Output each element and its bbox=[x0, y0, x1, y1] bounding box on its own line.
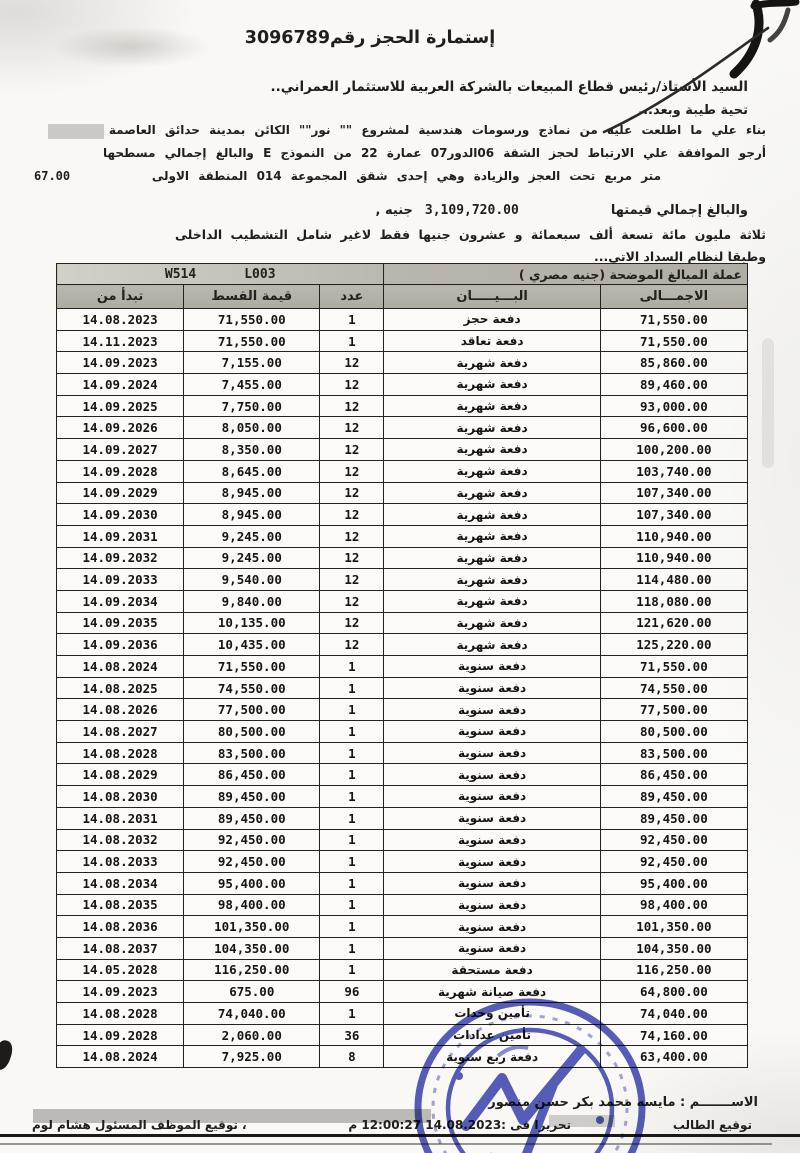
table-row bbox=[57, 894, 748, 916]
table-row bbox=[57, 309, 748, 331]
cell-total: 86,450.00 bbox=[600, 764, 747, 786]
scan-edge-streak bbox=[762, 338, 774, 468]
issue-datetime: تحريرا فى :14.08.2023 12:00:27 م bbox=[348, 1118, 572, 1132]
cell-start-date: 14.09.2033 bbox=[57, 569, 184, 591]
cell-start-date: 14.08.2035 bbox=[57, 894, 184, 916]
cell-start-date: 14.08.2023 bbox=[57, 309, 184, 331]
cell-installment-value: 8,050.00 bbox=[184, 417, 320, 439]
table-row bbox=[57, 916, 748, 938]
cell-total: 92,450.00 bbox=[600, 851, 747, 873]
cell-total: 71,550.00 bbox=[600, 309, 747, 331]
cell-count: 12 bbox=[320, 482, 384, 504]
cell-installment-value: 92,450.00 bbox=[184, 851, 320, 873]
cell-installment-value: 71,550.00 bbox=[184, 656, 320, 678]
greeting-line: تحية طيبة وبعد... bbox=[638, 103, 748, 118]
cell-description: دفعة سنوية bbox=[384, 677, 600, 699]
cell-count: 12 bbox=[320, 590, 384, 612]
cell-installment-value: 8,945.00 bbox=[184, 504, 320, 526]
cell-description: دفعة شهرية bbox=[384, 395, 600, 417]
cell-total: 110,940.00 bbox=[600, 547, 747, 569]
cell-start-date: 14.09.2029 bbox=[57, 482, 184, 504]
cell-description: دفعة مستحقة bbox=[384, 959, 600, 981]
name-value: مايسه محمد بكر حسن منصور bbox=[488, 1095, 676, 1110]
area-value: 67.00 bbox=[34, 169, 71, 183]
cell-start-date: 14.09.2024 bbox=[57, 374, 184, 396]
cell-total: 74,040.00 bbox=[600, 1003, 747, 1025]
table-row bbox=[57, 439, 748, 461]
cell-start-date: 14.09.2032 bbox=[57, 547, 184, 569]
cell-total: 85,860.00 bbox=[600, 352, 747, 374]
cell-count: 1 bbox=[320, 677, 384, 699]
cell-count: 12 bbox=[320, 352, 384, 374]
scan-mark-bottom-left bbox=[0, 1038, 15, 1072]
table-row bbox=[57, 786, 748, 808]
cell-installment-value: 7,750.00 bbox=[184, 395, 320, 417]
cell-total: 71,550.00 bbox=[600, 330, 747, 352]
cell-start-date: 14.09.2023 bbox=[57, 352, 184, 374]
cell-description: دفعة صيانة شهرية bbox=[384, 981, 600, 1003]
cell-total: 95,400.00 bbox=[600, 872, 747, 894]
table-row bbox=[57, 569, 748, 591]
cell-description: تأمين وحدات bbox=[384, 1003, 600, 1025]
cell-description: دفعة شهرية bbox=[384, 439, 600, 461]
cell-installment-value: 74,550.00 bbox=[184, 677, 320, 699]
table-row bbox=[57, 851, 748, 873]
cell-description: دفعة سنوية bbox=[384, 742, 600, 764]
area-text: متر مربع تحت العجز والزيادة وهي إحدى شقق المجموعة 014 المنطقة الاولى bbox=[151, 169, 661, 183]
cell-description: دفعة سنوية bbox=[384, 764, 600, 786]
cell-installment-value: 74,040.00 bbox=[184, 1003, 320, 1025]
cell-description: تأمين عدادات bbox=[384, 1024, 600, 1046]
table-row bbox=[57, 742, 748, 764]
cell-start-date: 14.09.2030 bbox=[57, 504, 184, 526]
cell-description: دفعة حجز bbox=[384, 309, 600, 331]
cell-total: 110,940.00 bbox=[600, 525, 747, 547]
cell-count: 1 bbox=[320, 829, 384, 851]
cell-description: دفعة تعاقد bbox=[384, 330, 600, 352]
cell-total: 74,550.00 bbox=[600, 677, 747, 699]
cell-installment-value: 104,350.00 bbox=[184, 937, 320, 959]
cell-total: 92,450.00 bbox=[600, 829, 747, 851]
table-row bbox=[57, 937, 748, 959]
cell-start-date: 14.09.2027 bbox=[57, 439, 184, 461]
price-value: 3,109,720.00 bbox=[424, 203, 519, 218]
cell-description: دفعة شهرية bbox=[384, 547, 600, 569]
cell-start-date: 14.08.2024 bbox=[57, 1046, 184, 1068]
cell-start-date: 14.05.2028 bbox=[57, 959, 184, 981]
cell-total: 74,160.00 bbox=[600, 1024, 747, 1046]
cell-total: 118,080.00 bbox=[600, 590, 747, 612]
cell-count: 1 bbox=[320, 742, 384, 764]
header-description: البـــيـــــان bbox=[384, 285, 600, 309]
cell-installment-value: 8,945.00 bbox=[184, 482, 320, 504]
table-row bbox=[57, 872, 748, 894]
cell-description: دفعة سنوية bbox=[384, 699, 600, 721]
cell-installment-value: 101,350.00 bbox=[184, 916, 320, 938]
cell-count: 1 bbox=[320, 1003, 384, 1025]
cell-total: 80,500.00 bbox=[600, 721, 747, 743]
cell-count: 1 bbox=[320, 872, 384, 894]
cell-description: دفعة سنوية bbox=[384, 851, 600, 873]
cell-count: 1 bbox=[320, 959, 384, 981]
table-row bbox=[57, 590, 748, 612]
cell-start-date: 14.09.2034 bbox=[57, 590, 184, 612]
cell-description: دفعة شهرية bbox=[384, 352, 600, 374]
cell-count: 12 bbox=[320, 634, 384, 656]
header-installment: قيمة القسط bbox=[184, 285, 320, 309]
cell-count: 12 bbox=[320, 374, 384, 396]
table-row bbox=[57, 417, 748, 439]
table-row bbox=[57, 352, 748, 374]
cell-count: 12 bbox=[320, 417, 384, 439]
table-row bbox=[57, 395, 748, 417]
cell-start-date: 14.08.2029 bbox=[57, 764, 184, 786]
cell-total: 125,220.00 bbox=[600, 634, 747, 656]
header-start-date: تبدأ من bbox=[57, 285, 184, 309]
cell-count: 1 bbox=[320, 309, 384, 331]
cell-installment-value: 9,540.00 bbox=[184, 569, 320, 591]
cell-total: 64,800.00 bbox=[600, 981, 747, 1003]
table-row bbox=[57, 612, 748, 634]
cell-installment-value: 8,645.00 bbox=[184, 460, 320, 482]
cell-count: 12 bbox=[320, 460, 384, 482]
cell-start-date: 14.08.2028 bbox=[57, 1003, 184, 1025]
cell-description: دفعة سنوية bbox=[384, 894, 600, 916]
cell-installment-value: 7,455.00 bbox=[184, 374, 320, 396]
cell-start-date: 14.08.2030 bbox=[57, 786, 184, 808]
table-row bbox=[57, 959, 748, 981]
cell-total: 71,550.00 bbox=[600, 656, 747, 678]
table-row bbox=[57, 525, 748, 547]
table-row bbox=[57, 634, 748, 656]
cell-installment-value: 71,550.00 bbox=[184, 330, 320, 352]
cell-description: دفعة شهرية bbox=[384, 374, 600, 396]
cell-count: 1 bbox=[320, 807, 384, 829]
cell-total: 107,340.00 bbox=[600, 482, 747, 504]
table-row bbox=[57, 460, 748, 482]
table-body bbox=[57, 309, 748, 1068]
cell-total: 104,350.00 bbox=[600, 937, 747, 959]
cell-description: دفعة شهرية bbox=[384, 504, 600, 526]
cell-description: دفعة سنوية bbox=[384, 786, 600, 808]
cell-description: دفعة شهرية bbox=[384, 482, 600, 504]
cell-installment-value: 77,500.00 bbox=[184, 699, 320, 721]
cell-count: 12 bbox=[320, 504, 384, 526]
cell-total: 89,460.00 bbox=[600, 374, 747, 396]
area-line bbox=[34, 169, 766, 183]
cell-installment-value: 10,435.00 bbox=[184, 634, 320, 656]
cell-start-date: 14.08.2033 bbox=[57, 851, 184, 873]
price-unit: جنيه , bbox=[375, 203, 413, 218]
cell-installment-value: 71,550.00 bbox=[184, 309, 320, 331]
cell-start-date: 14.08.2025 bbox=[57, 677, 184, 699]
cell-total: 89,450.00 bbox=[600, 807, 747, 829]
table-currency-band bbox=[57, 264, 748, 285]
cell-description: دفعة شهرية bbox=[384, 612, 600, 634]
cell-count: 1 bbox=[320, 764, 384, 786]
cell-description: دفعة سنوية bbox=[384, 829, 600, 851]
cell-start-date: 14.08.2028 bbox=[57, 742, 184, 764]
cell-count: 1 bbox=[320, 851, 384, 873]
table-row bbox=[57, 330, 748, 352]
cell-start-date: 14.09.2035 bbox=[57, 612, 184, 634]
cell-installment-value: 7,155.00 bbox=[184, 352, 320, 374]
price-label: والبالغ إجمالي قيمتها bbox=[610, 203, 748, 218]
cell-start-date: 14.08.2031 bbox=[57, 807, 184, 829]
cell-description: دفعة سنوية bbox=[384, 656, 600, 678]
table-row bbox=[57, 504, 748, 526]
cell-total: 101,350.00 bbox=[600, 916, 747, 938]
cell-total: 100,200.00 bbox=[600, 439, 747, 461]
cell-count: 1 bbox=[320, 937, 384, 959]
cell-installment-value: 675.00 bbox=[184, 981, 320, 1003]
table-row bbox=[57, 677, 748, 699]
cell-installment-value: 9,245.00 bbox=[184, 525, 320, 547]
cell-count: 1 bbox=[320, 894, 384, 916]
cell-description: دفعة سنوية bbox=[384, 916, 600, 938]
cell-start-date: 14.09.2023 bbox=[57, 981, 184, 1003]
cell-total: 96,600.00 bbox=[600, 417, 747, 439]
cell-count: 12 bbox=[320, 547, 384, 569]
payment-schedule-table bbox=[56, 263, 748, 1068]
cell-total: 93,000.00 bbox=[600, 395, 747, 417]
header-total: الاجمـــالى bbox=[600, 285, 747, 309]
cell-installment-value: 89,450.00 bbox=[184, 807, 320, 829]
unit-code-l: L003 bbox=[244, 266, 276, 282]
cell-start-date: 14.09.2028 bbox=[57, 460, 184, 482]
cell-count: 96 bbox=[320, 981, 384, 1003]
unit-code-w: W514 bbox=[164, 266, 197, 282]
cell-installment-value: 10,135.00 bbox=[184, 612, 320, 634]
cell-count: 1 bbox=[320, 916, 384, 938]
cell-installment-value: 8,350.00 bbox=[184, 439, 320, 461]
cell-total: 98,400.00 bbox=[600, 894, 747, 916]
cell-installment-value: 95,400.00 bbox=[184, 872, 320, 894]
cell-installment-value: 86,450.00 bbox=[184, 764, 320, 786]
cell-total: 63,400.00 bbox=[600, 1046, 747, 1068]
company-stamp bbox=[402, 986, 664, 1153]
cell-count: 12 bbox=[320, 612, 384, 634]
cell-start-date: 14.09.2036 bbox=[57, 634, 184, 656]
cell-count: 1 bbox=[320, 330, 384, 352]
cell-total: 77,500.00 bbox=[600, 699, 747, 721]
addressee-line: السيد الأستاذ/رئيس قطاع المبيعات بالشركة العربية للاستثمار العمراني.. bbox=[270, 79, 748, 95]
cell-description: دفعة شهرية bbox=[384, 525, 600, 547]
table-row bbox=[57, 374, 748, 396]
cell-installment-value: 80,500.00 bbox=[184, 721, 320, 743]
cell-description: دفعة شهرية bbox=[384, 569, 600, 591]
cell-count: 12 bbox=[320, 525, 384, 547]
cell-count: 12 bbox=[320, 439, 384, 461]
cell-start-date: 14.09.2026 bbox=[57, 417, 184, 439]
cell-installment-value: 2,060.00 bbox=[184, 1024, 320, 1046]
cell-total: 83,500.00 bbox=[600, 742, 747, 764]
cell-installment-value: 89,450.00 bbox=[184, 786, 320, 808]
cell-description: دفعة شهرية bbox=[384, 417, 600, 439]
unit-codes-cell bbox=[57, 264, 384, 285]
cell-start-date: 14.08.2027 bbox=[57, 721, 184, 743]
cell-count: 1 bbox=[320, 786, 384, 808]
cell-description: دفعة شهرية bbox=[384, 634, 600, 656]
cell-installment-value: 9,840.00 bbox=[184, 590, 320, 612]
cell-installment-value: 7,925.00 bbox=[184, 1046, 320, 1068]
cell-start-date: 14.11.2023 bbox=[57, 330, 184, 352]
pen-stroke-mark bbox=[598, 22, 776, 140]
cell-total: 89,450.00 bbox=[600, 786, 747, 808]
cell-count: 12 bbox=[320, 395, 384, 417]
cell-start-date: 14.08.2026 bbox=[57, 699, 184, 721]
cell-installment-value: 98,400.00 bbox=[184, 894, 320, 916]
unit-codes bbox=[57, 267, 383, 282]
cell-total: 107,340.00 bbox=[600, 504, 747, 526]
cell-start-date: 14.08.2034 bbox=[57, 872, 184, 894]
cell-count: 36 bbox=[320, 1024, 384, 1046]
name-label: الاســـــــم : bbox=[680, 1095, 758, 1110]
cell-start-date: 14.08.2037 bbox=[57, 937, 184, 959]
cell-description: دفعة شهرية bbox=[384, 590, 600, 612]
cell-start-date: 14.09.2028 bbox=[57, 1024, 184, 1046]
cell-description: دفعة سنوية bbox=[384, 721, 600, 743]
cell-count: 1 bbox=[320, 656, 384, 678]
table-row bbox=[57, 656, 748, 678]
price-in-words-line: ثلاثة مليون مائة تسعة ألف سبعمائة و عشرون جنيها فقط لاغير شامل التشطيب الداخلى bbox=[174, 227, 766, 242]
applicant-signature-label: توقيع الطالب bbox=[672, 1118, 752, 1132]
cell-total: 114,480.00 bbox=[600, 569, 747, 591]
cell-count: 8 bbox=[320, 1046, 384, 1068]
table-row bbox=[57, 699, 748, 721]
cell-description: دفعة سنوية bbox=[384, 807, 600, 829]
cell-installment-value: 83,500.00 bbox=[184, 742, 320, 764]
cell-description: دفعة ربع سنوية bbox=[384, 1046, 600, 1068]
header-count: عدد bbox=[320, 285, 384, 309]
cell-count: 12 bbox=[320, 569, 384, 591]
price-line bbox=[376, 203, 748, 218]
bottom-rule-thick bbox=[0, 1134, 800, 1137]
employee-signature-label: ، توقيع الموظف المسئول هشام لوم bbox=[32, 1118, 247, 1132]
closing-line: وطبقا لنظام السداد الاتى... bbox=[593, 249, 766, 264]
cell-start-date: 14.08.2036 bbox=[57, 916, 184, 938]
cell-start-date: 14.09.2031 bbox=[57, 525, 184, 547]
cell-total: 121,620.00 bbox=[600, 612, 747, 634]
table-row bbox=[57, 764, 748, 786]
cell-count: 1 bbox=[320, 699, 384, 721]
cell-start-date: 14.08.2024 bbox=[57, 656, 184, 678]
cell-description: دفعة سنوية bbox=[384, 937, 600, 959]
cell-start-date: 14.08.2032 bbox=[57, 829, 184, 851]
table-row bbox=[57, 721, 748, 743]
currency-note-cell: عملة المبالغ الموضحة (جنيه مصري ) bbox=[384, 264, 748, 285]
cell-installment-value: 116,250.00 bbox=[184, 959, 320, 981]
cell-installment-value: 92,450.00 bbox=[184, 829, 320, 851]
table-row bbox=[57, 829, 748, 851]
table-row bbox=[57, 482, 748, 504]
cell-installment-value: 9,245.00 bbox=[184, 547, 320, 569]
cell-total: 103,740.00 bbox=[600, 460, 747, 482]
table-row bbox=[57, 807, 748, 829]
cell-total: 116,250.00 bbox=[600, 959, 747, 981]
body-line-1: بناء علي ما اطلعت عليه من نماذج ورسومات هندسية لمشروع "" نور"" الكائن بمدينة حدائق العاصمة bbox=[108, 123, 766, 137]
table-header-row bbox=[57, 285, 748, 309]
cell-description: دفعة شهرية bbox=[384, 460, 600, 482]
table-row bbox=[57, 547, 748, 569]
body-line-2: أرجو الموافقة علي الارتباط لحجز الشقة 06الدور07 عمارة 22 من النموذج E والبالغ إجمالي مسطحها bbox=[102, 146, 766, 160]
cell-start-date: 14.09.2025 bbox=[57, 395, 184, 417]
cell-count: 1 bbox=[320, 721, 384, 743]
cell-description: دفعة سنوية bbox=[384, 872, 600, 894]
document-title: إستمارة الحجز رقم3096789 bbox=[244, 28, 496, 48]
